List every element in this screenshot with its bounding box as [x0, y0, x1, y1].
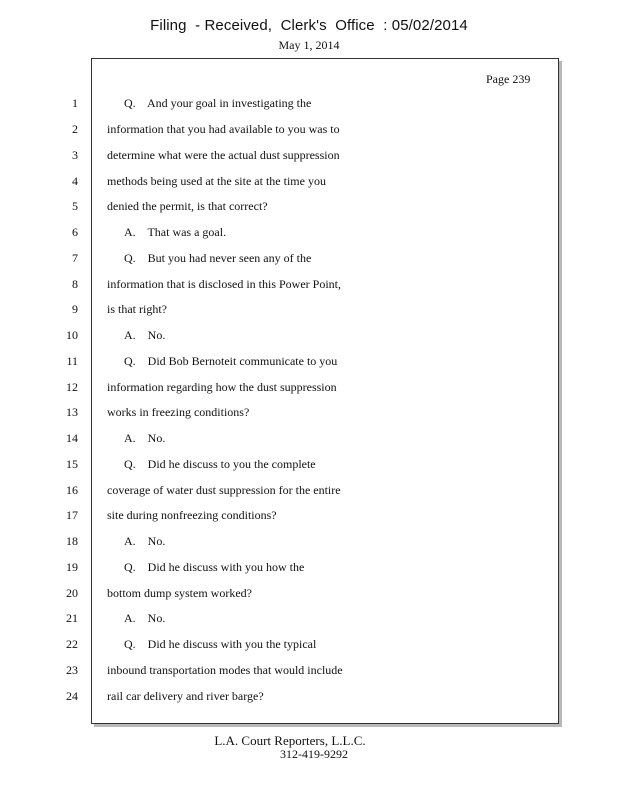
court-reporter-name: L.A. Court Reporters, L.L.C. [214, 733, 366, 748]
transcript-line: determine what were the actual dust suppression [107, 148, 340, 162]
transcript-line: bottom dump system worked? [107, 586, 252, 600]
line-number: 13 [66, 405, 78, 419]
transcript-line: A. That was a goal. [124, 225, 227, 239]
line-number: 15 [66, 457, 78, 471]
transcript-line: Q. Did he discuss to you the complete [124, 457, 316, 471]
line-number: 2 [72, 122, 78, 136]
transcript-line: Q. Did Bob Bernoteit communicate to you [124, 354, 338, 368]
transcript-line: A. No. [124, 328, 166, 342]
transcript-line: information that is disclosed in this Power Point, [107, 277, 341, 291]
line-number: 3 [72, 148, 78, 162]
transcript-line: A. No. [124, 431, 166, 445]
transcript-line: information that you had available to you was to [107, 122, 340, 136]
transcript-line: Q. Did he discuss with you how the [124, 560, 305, 574]
line-number: 12 [66, 380, 78, 394]
transcript-line: Q. Did he discuss with you the typical [124, 637, 317, 651]
line-number: 20 [66, 586, 78, 600]
transcript-line: Q. And your goal in investigating the [124, 96, 312, 110]
hearing-date: May 1, 2014 [278, 38, 340, 52]
line-number: 5 [72, 199, 78, 213]
transcript-line: inbound transportation modes that would include [107, 663, 343, 677]
transcript-line: is that right? [107, 302, 167, 316]
court-reporter-phone: 312-419-9292 [280, 747, 348, 761]
transcript-line: works in freezing conditions? [107, 405, 250, 419]
filing-stamp: Filing - Received, Clerk's Office : 05/02/2014 [150, 17, 468, 34]
line-number: 4 [72, 174, 78, 188]
transcript-line: methods being used at the site at the time you [107, 174, 326, 188]
transcript-line: A. No. [124, 611, 166, 625]
line-number: 23 [66, 663, 78, 677]
line-number: 19 [66, 560, 78, 574]
line-number: 1 [72, 96, 78, 110]
transcript-line: information regarding how the dust suppression [107, 380, 337, 394]
line-number: 8 [72, 277, 78, 291]
line-number: 10 [66, 328, 78, 342]
transcript-line: rail car delivery and river barge? [107, 689, 264, 703]
line-number: 21 [66, 611, 78, 625]
line-number: 9 [72, 302, 78, 316]
line-number: 17 [66, 508, 78, 522]
transcript-line: coverage of water dust suppression for the entire [107, 483, 341, 497]
line-number: 6 [72, 225, 78, 239]
line-number: 7 [72, 251, 78, 265]
line-number: 16 [66, 483, 78, 497]
transcript-line: A. No. [124, 534, 166, 548]
line-number: 18 [66, 534, 78, 548]
transcript-line: Q. But you had never seen any of the [124, 251, 312, 265]
line-number: 22 [66, 637, 78, 651]
line-number: 14 [66, 431, 78, 445]
transcript-line: denied the permit, is that correct? [107, 199, 268, 213]
line-number: 11 [66, 354, 78, 368]
transcript-line: site during nonfreezing conditions? [107, 508, 277, 522]
page-number: Page 239 [486, 72, 531, 86]
line-number: 24 [66, 689, 78, 703]
